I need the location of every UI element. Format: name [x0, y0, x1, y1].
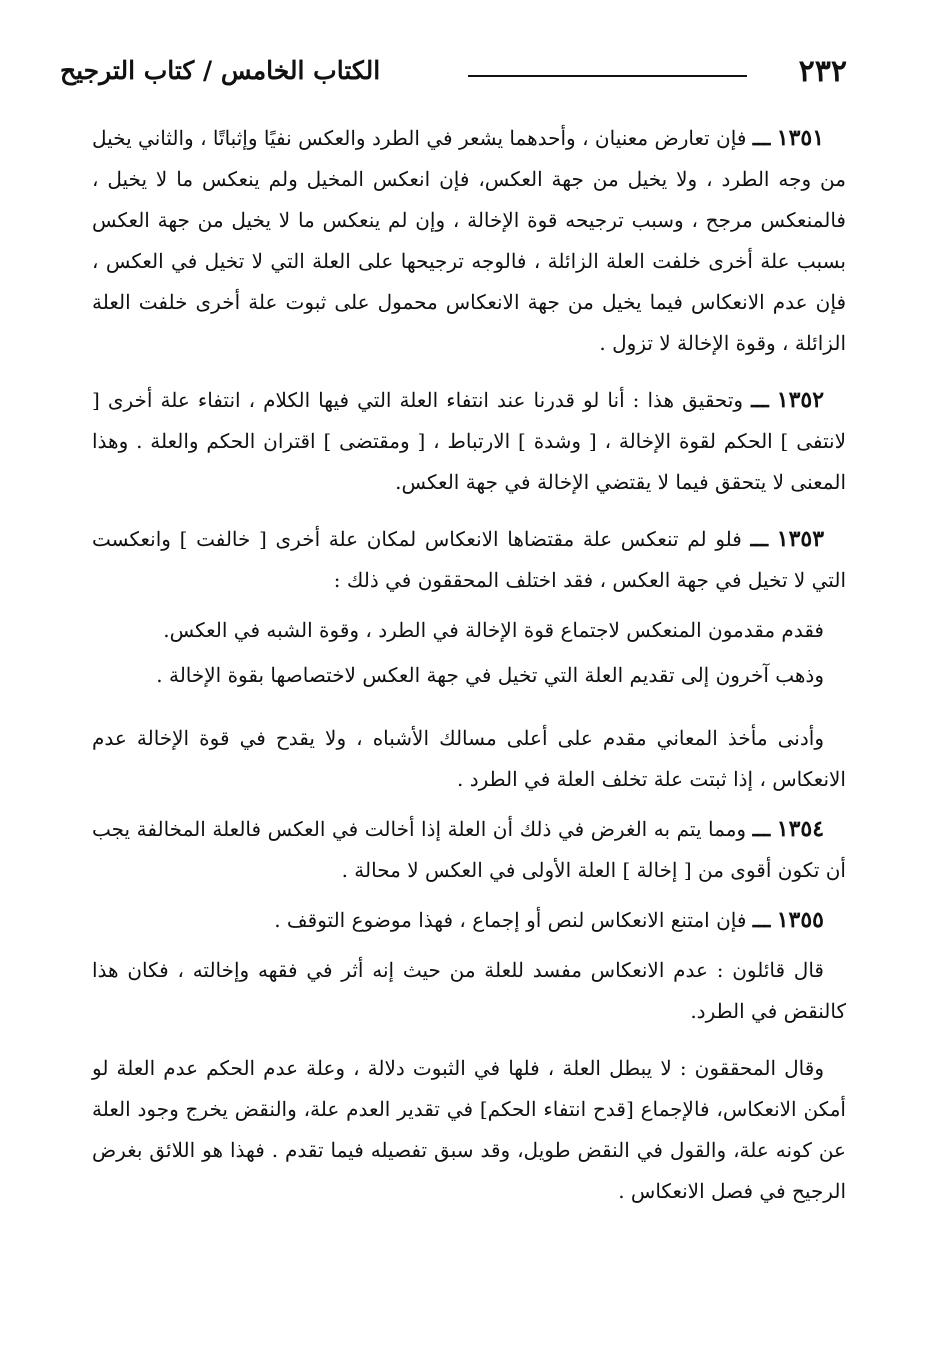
paragraph — [92, 1048, 846, 1212]
section-dash: ـــ — [752, 126, 771, 150]
section-number: ١٣٥٥ — [776, 907, 824, 933]
section-number: ١٣٥٣ — [776, 526, 825, 552]
section-number: ١٣٥٢ — [776, 387, 825, 413]
paragraph-text: وقال المحققون : لا يبطل العلة ، فلها في الثبوت دلالة ، وعلة عدم الحكم عدم العلة لو أمكن الانعكاس، فالإجماع [قدح انتفاء الحكم] في تقدير العدم علة، والنقض يخرج وجود العلة عن كونه علة، والقول في النقض طويل، وقد سبق تفصيله فيما تقدم . فهذا هو اللائق بغرض الرجيح في فصل الانعكاس . — [92, 1056, 846, 1203]
section-dash: ـــ — [750, 527, 769, 551]
paragraph-1355 — [92, 900, 846, 941]
paragraph — [92, 950, 846, 1032]
section-dash: ـــ — [752, 908, 771, 932]
paragraph-1351 — [92, 118, 846, 364]
running-title: الكتاب الخامس / كتاب الترجيح — [60, 56, 381, 85]
paragraph-1352 — [92, 380, 846, 503]
paragraph-text: فإن تعارض معنيان ، وأحدهما يشعر في الطرد والعكس نفيًا وإثباتًا ، والثاني يخيل من وجه الطرد ، ولا يخيل من جهة العكس، فإن انعكس المخيل ولم ينعكس ما لا يخيل ، فالمنعكس مرجح ، وسبب ترجيحه قوة الإخالة ، وإن لم ينعكس ما لا يخيل من جهة العكس بسبب علة أخرى خلفت العلة الزائلة ، فالوجه ترجيحها على العلة التي لا تخيل في العكس ، فإن عدم الانعكاس فيما يخيل من جهة الانعكاس محمول على ثبوت علة أخرى خلفت العلة الزائلة ، وقوة الإخالة لا تزول . — [92, 126, 846, 355]
paragraph-text: فلو لم تنعكس علة مقتضاها الانعكاس لمكان علة أخرى [ خالفت ] وانعكست التي لا تخيل في جهة العكس ، فقد اختلف المحققون في ذلك : — [92, 527, 846, 592]
paragraph-text: ومما يتم به الغرض في ذلك أن العلة إذا أخالت في العكس فالعلة المخالفة يجب أن تكون أقوى من [ إخالة ] العلة الأولى في العكس لا محالة . — [92, 817, 846, 882]
paragraph-1354 — [92, 809, 846, 891]
page-header — [60, 52, 847, 98]
page-number: ٢٣٢ — [798, 54, 847, 89]
header-rule — [468, 75, 747, 77]
paragraph — [92, 718, 846, 800]
paragraph-text: وتحقيق هذا : أنا لو قدرنا عند انتفاء العلة التي فيها الكلام ، انتفاء علة أخرى [ لانتفى ] الحكم لقوة الإخالة ، [ وشدة ] الارتباط ، [ ومقتضى ] اقتران الحكم والعلة . وهذا المعنى لا يتحقق فيما لا يقتضي الإخالة في جهة العكس. — [92, 388, 846, 494]
section-dash: ـــ — [752, 817, 771, 841]
paragraph-1353 — [92, 519, 846, 601]
paragraph-text: وأدنى مأخذ المعاني مقدم على أعلى مسالك الأشباه ، ولا يقدح في قوة الإخالة عدم الانعكاس ، إذا ثبتت علة تخلف العلة في الطرد . — [92, 726, 846, 791]
section-dash: ـــ — [751, 388, 769, 412]
paragraph-text: وذهب آخرون إلى تقديم العلة التي تخيل في جهة العكس لاختصاصها بقوة الإخالة . — [156, 663, 824, 687]
paragraph — [92, 610, 846, 651]
paragraph-text: قال قائلون : عدم الانعكاس مفسد للعلة من حيث إنه أثر في فقهه وإخالته ، فكان هذا كالنقض في الطرد. — [92, 958, 846, 1023]
page-body — [92, 118, 846, 1212]
section-number: ١٣٥١ — [776, 125, 825, 151]
paragraph-text: فقدم مقدمون المنعكس لاجتماع قوة الإخالة في الطرد ، وقوة الشبه في العكس. — [163, 618, 824, 642]
paragraph — [92, 655, 846, 696]
paragraph-text: فإن امتنع الانعكاس لنص أو إجماع ، فهذا موضوع التوقف . — [274, 908, 747, 932]
section-number: ١٣٥٤ — [776, 816, 825, 842]
